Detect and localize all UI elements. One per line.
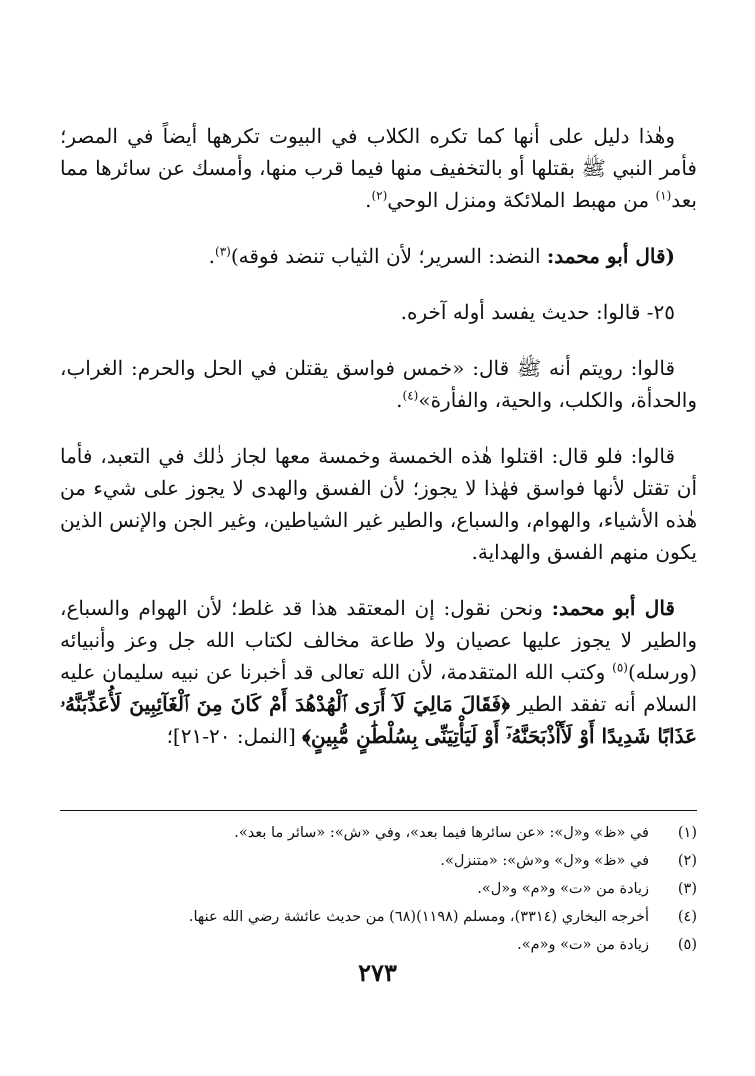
footnote-ref-5: (٥)	[612, 660, 628, 675]
paragraph-4-text: قالوا: رويتم أنه ﷺ قال: «خمس فواسق يقتلن في الحل والحرم: الغراب، والحدأة، والكلب، والحية، والفأرة»	[60, 356, 697, 412]
footnote-ref-1: (١)	[655, 188, 672, 203]
paragraph-1-line-3: مما بعد	[60, 156, 697, 212]
paragraph-1-tail: من مهبط الملائكة ومنزل الوحي	[387, 188, 656, 212]
page-number: ٢٧٣	[358, 958, 397, 987]
footnote-item	[60, 903, 697, 931]
paragraph-2-end: .	[208, 244, 215, 268]
footnote-text: زيادة من «ت» و«م».	[517, 937, 649, 953]
footnote-ref-2: (٢)	[371, 188, 388, 203]
paragraph-6-text-2: وكتب الله المتقدمة، لأن الله تعالى قد أخبرنا عن نبيه سليمان عليه السلام أنه تفقد الطير	[60, 660, 698, 716]
paragraph-1	[60, 120, 697, 216]
footnote-item	[60, 847, 697, 875]
footnote-number: (٣)	[677, 881, 697, 897]
paragraph-1-line-2: فأمر النبي ﷺ بقتلها أو بالتخفيف منها فيما قرب منها، وأمسك عن سائرها	[95, 156, 697, 180]
paragraph-4	[60, 352, 697, 416]
footnote-number: (٥)	[677, 937, 697, 953]
paragraph-6-text-1: ونحن نقول: إن المعتقد هذا قد غلط؛ لأن الهوام والسباع، والطير لا يجوز عليها عصيان ولا طاعة مخالف لكتاب الله جل وعز وأنبيائه (ورسله)	[60, 596, 697, 684]
footnote-text: أخرجه البخاري (٣٣١٤)، ومسلم (١١٩٨)(٦٨) من حديث عائشة رضي الله عنها.	[188, 909, 649, 925]
footnote-text: زيادة من «ت» و«م» و«ل».	[477, 881, 649, 897]
paragraph-3	[60, 296, 697, 328]
footnote-number: (٢)	[677, 853, 697, 869]
footnote-ref-4: (٤)	[402, 388, 419, 403]
main-text	[60, 120, 697, 752]
footnote-text: في «ظ» و«ل» و«ش»: «متنزل».	[440, 853, 649, 869]
speaker-label: قال أبو محمد:	[551, 596, 675, 620]
paragraph-5	[60, 440, 697, 568]
quran-reference: [النمل: ٢٠-٢١]؛	[166, 724, 303, 748]
section-heading: ٢٥- قالوا: حديث يفسد أوله آخره.	[400, 300, 675, 324]
footnote-item	[60, 931, 697, 959]
footnote-text: في «ظ» و«ل»: «عن سائرها فيما بعد»، وفي «ش»: «سائر ما بعد».	[234, 825, 649, 841]
paragraph-1-end: .	[365, 188, 372, 212]
paragraph-5-text: قالوا: فلو قال: اقتلوا هٰذه الخمسة وخمسة معها لجاز ذٰلك في التعبد، فأما أن تقتل لأنها فواسق فهٰذا لا يجوز؛ لأن الفسق والهدى لا يجوز على شيء من هٰذه الأشياء، والهوام، والسباع، والطير غير الشياطين، وغير الجن والإنس الذين يكون منهم الفسق والهداية.	[60, 444, 697, 564]
footnote-number: (٤)	[677, 909, 697, 925]
paragraph-6	[60, 592, 697, 752]
paragraph-2-text: النضد: السرير؛ لأن الثياب تنضد فوقه)	[230, 244, 547, 268]
footnote-number: (١)	[677, 825, 697, 841]
paragraph-2	[60, 240, 697, 272]
speaker-label: (قال أبو محمد:	[546, 244, 675, 268]
footnotes	[60, 810, 697, 959]
paragraph-1-line-1: وهٰذا دليل على أنها كما تكره الكلاب في البيوت تكرهها أيضاً في المصر؛	[60, 124, 675, 148]
paragraph-4-end: .	[396, 388, 403, 412]
quran-verse: ﴿فَقَالَ مَالِيَ لَآ أَرَى ٱلْهُدْهُدَ أَمْ كَانَ مِنَ ٱلْغَآئِبِينَ لَأُعَذِّبَنَّهُۥ عَذَابًا شَدِيدًا أَوْ لَأَاْذْبَحَنَّهُۥٓ أَوْ لَيَأْتِيَنِّى بِسُلْطَٰنٍ مُّبِينٍ﴾	[60, 692, 697, 748]
footnote-ref-3: (٣)	[215, 244, 231, 259]
footnote-item	[60, 819, 697, 847]
footnote-item	[60, 875, 697, 903]
